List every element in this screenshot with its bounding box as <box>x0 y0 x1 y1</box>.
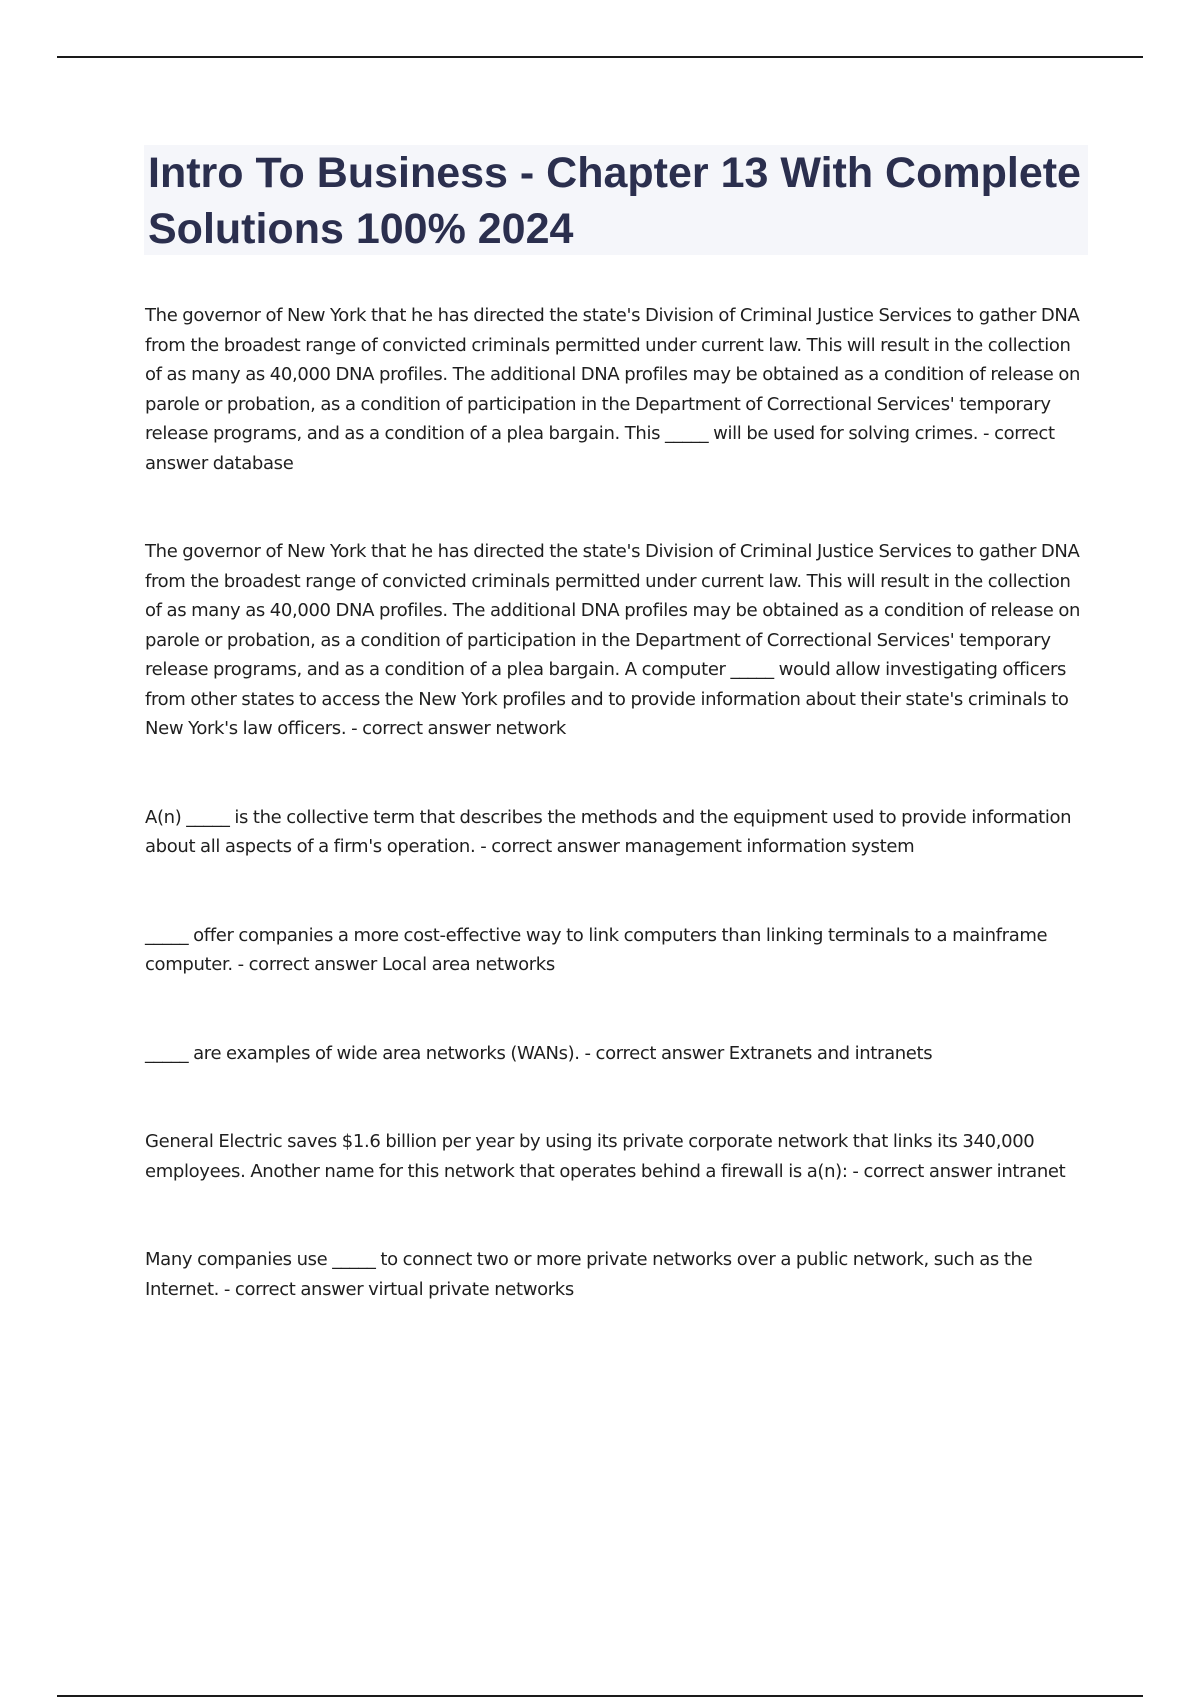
footer-rule <box>57 1695 1143 1697</box>
question-item: The governor of New York that he has directed the state's Division of Criminal Justice Services to gather DNA from the broadest range of convicted criminals permitted under current law. This will result in the collection of as many as 40,000 DNA profiles. The additional DNA profiles may be obtained as a condition of release on parole or probation, as a condition of participation in the Department of Correctional Services' temporary release programs, and as a condition of a plea bargain. A computer _____ would allow investigating officers from other states to access the New York profiles and to provide information about their state's criminals to New York's law officers. - correct answer network <box>145 541 1081 739</box>
title-banner <box>144 145 1088 255</box>
question-item: A(n) _____ is the collective term that describes the methods and the equipment used to provide information about all aspects of a firm's operation. - correct answer management information system <box>145 806 1072 857</box>
question-item: Many companies use _____ to connect two or more private networks over a public network, such as the Internet. - correct answer virtual private networks <box>145 1249 1033 1300</box>
document-title: Intro To Business - Chapter 13 With Complete Solutions 100% 2024 <box>148 149 1081 253</box>
header-rule <box>57 56 1143 58</box>
question-list <box>145 301 1090 1304</box>
question-item: _____ offer companies a more cost-effective way to link computers than linking terminals to a mainframe computer. - correct answer Local area networks <box>145 924 1048 975</box>
question-item: _____ are examples of wide area networks (WANs). - correct answer Extranets and intranets <box>145 1042 933 1064</box>
question-item: The governor of New York that he has directed the state's Division of Criminal Justice Services to gather DNA from the broadest range of convicted criminals permitted under current law. This will result in the collection of as many as 40,000 DNA profiles. The additional DNA profiles may be obtained as a condition of release on parole or probation, as a condition of participation in the Department of Correctional Services' temporary release programs, and as a condition of a plea bargain. This _____ will be used for solving crimes. - correct answer database <box>145 305 1081 474</box>
question-item: General Electric saves $1.6 billion per year by using its private corporate network that links its 340,000 employees. Another name for this network that operates behind a firewall is a(n): - correct answer intranet <box>145 1131 1066 1182</box>
